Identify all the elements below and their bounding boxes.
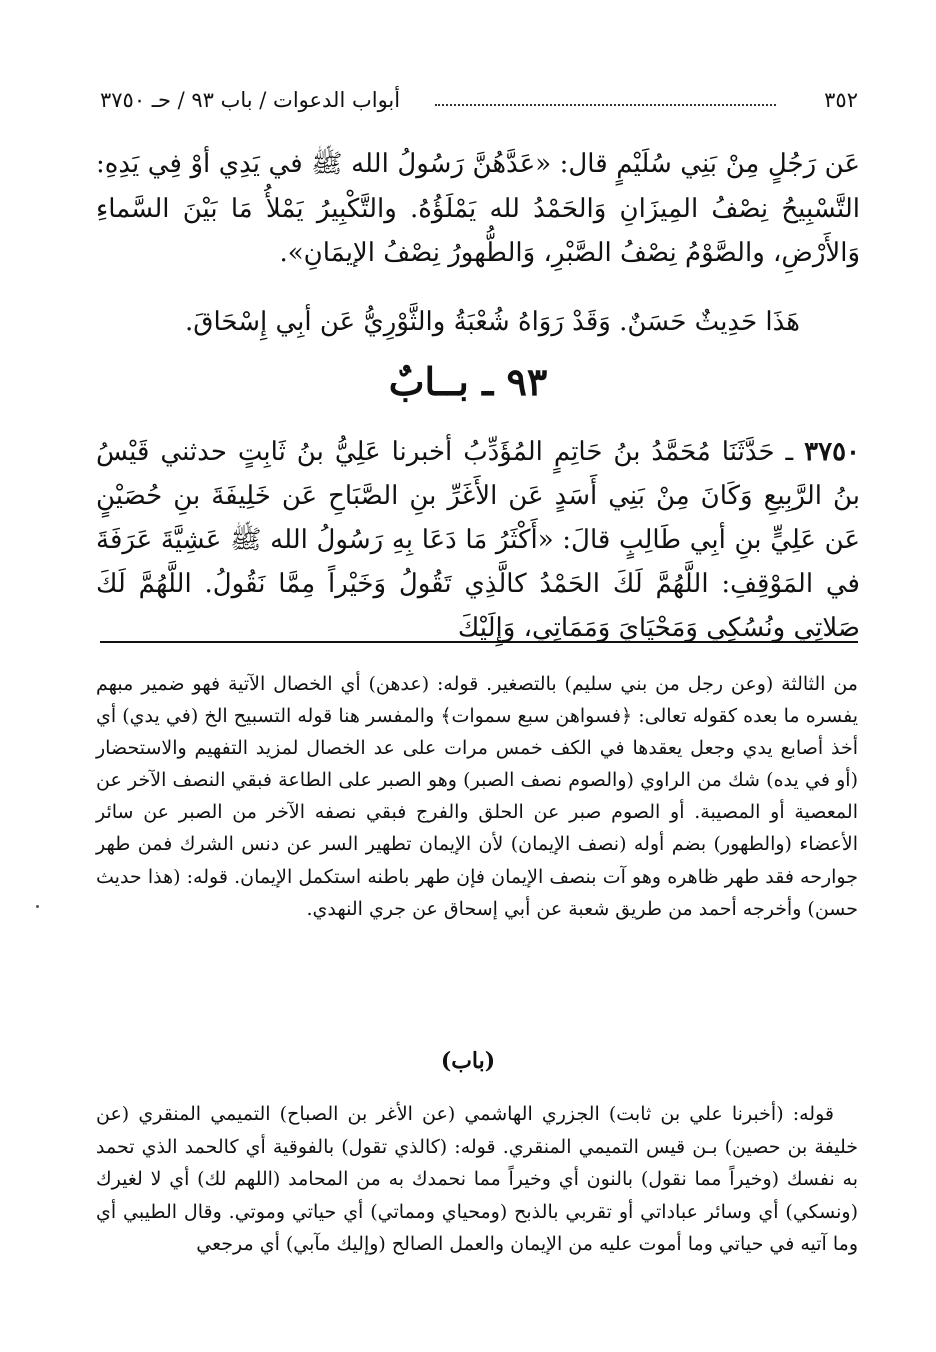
running-title: أبواب الدعوات / باب ٩٣ / حـ ٣٧٥٠ bbox=[100, 88, 401, 112]
commentary-2-text: قوله: (أخبرنا علي بن ثابت) الجزري الهاشمي (عن الأغر بن الصباح) التميمي المنقري (عن خليفة بن حصين) بـن قيس التميمي المنقري. قوله: (كالذي تقول) بالفوقية أي كالحمد الذي تحمد به نفسك (وخيراً مما نقول) بالنون أي وخيراً مما نحمدك به من المحامد (اللهم لك) أي لا لغيرك (ونسكي) أي وسائر عباداتي أو تقربي بالذبح (ومحياي ومماتي) أي حياتي وموتي. وقال الطيبي أي وما آتيه في حياتي وما أموت عليه من الإيمان والعمل الصالح (وإليك مآبي) أي مرجعي bbox=[96, 1103, 858, 1256]
header-dotted-leader bbox=[435, 104, 776, 106]
previous-hadith-text: عَن رَجُلٍ مِنْ بَنِي سُلَيْمٍ قال: «عَدَّهُنَّ رَسُولُ الله ﷺ في يَدِي أوْ فِي يَدِهِ: التَّسْبِيحُ نِصْفُ المِيزَانِ وَالحَمْدُ لله يَمْلَؤُهُ. والتَّكْبِيرُ يَمْلأُ مَا بَيْنَ السَّماءِ وَالأَرْضِ، والصَّوْمُ نِصْفُ الصَّبْرِ، وَالطُّهورُ نِصْفُ الإيمَانِ». bbox=[96, 149, 860, 268]
commentary-bab-title: (باب) bbox=[440, 1048, 496, 1074]
commentary-block-2 bbox=[96, 1098, 858, 1261]
page-number: ٣٥٢ bbox=[824, 88, 858, 112]
footnote-divider bbox=[100, 641, 858, 643]
main-hadith-text: ـ حَدَّثَنَا مُحَمَّدُ بنُ حَاتِمٍ المُؤَدِّبُ أخبرنا عَلِيُّ بنُ ثَابِتٍ حدثني قَيْسُ بنُ الرَّبِيعِ وَكَانَ مِنْ بَنِي أَسَدٍ عَن الأَغَرِّ بنِ الصَّبَاحِ عَن خَلِيفَةَ بنِ حُصَيْنٍ عَن عَلِيٍّ بنِ أبِي طَالِبٍ قالَ: «أَكْثَرُ مَا دَعَا بِهِ رَسُولُ الله ﷺ عَشِيَّةَ عَرَفَةَ في المَوْقِفِ: اللَّهُمَّ لَكَ الحَمْدُ كالَّذِي تَقُولُ وَخَيْراً مِمَّا نَقُولُ. اللَّهُمَّ لَكَ صَلاتِي ونُسُكِي وَمَحْيَايَ وَمَمَاتِي، وَإِلَيْكَ bbox=[96, 437, 860, 643]
hadith-grading: هَذَا حَدِيثٌ حَسَنٌ. وَقَدْ رَوَاهُ شُعْبَةُ والثَّوْرِيُّ عَن أبِي إِسْحَاقَ. bbox=[185, 307, 800, 337]
scan-speck bbox=[36, 905, 39, 908]
commentary-block-1: من الثالثة (وعن رجل من بني سليم) بالتصغير. قوله: (عدهن) أي الخصال الآتية فهو ضمير مبهم يفسره ما بعده كقوله تعالى: ﴿فسواهن سبع سموات﴾ والمفسر هنا قوله التسبيح الخ (في يدي) أي أخذ أصابع يدي وجعل يعقدها في الكف خمس مرات على عد الخصال لمزيد التفهيم والاستحضار (أو في يده) شك من الراوي (والصوم نصف الصبر) وهو الصبر على الطاعة فبقي النصف الآخر عن المعصية أو المصيبة. أو الصوم صبر عن الحلق والفرج فبقي نصفه الآخر من الصبر عن سائر الأعضاء (والطهور) بضم أوله (نصف الإيمان) لأن الإيمان تطهير السر عن دنس الشرك فمن طهر جوارحه فقد طهر ظاهره وهو آت بنصف الإيمان فإن طهر باطنه استكمل الإيمان. قوله: (هذا حديث حسن) وأخرجه أحمد من طريق شعبة عن أبي إسحاق عن جري النهدي. bbox=[96, 673, 858, 920]
hadith-number: ٣٧٥٠ bbox=[804, 437, 861, 467]
main-hadith bbox=[96, 430, 860, 650]
page-header bbox=[100, 80, 858, 120]
chapter-title: ٩٣ ـ بــابٌ bbox=[388, 359, 548, 404]
